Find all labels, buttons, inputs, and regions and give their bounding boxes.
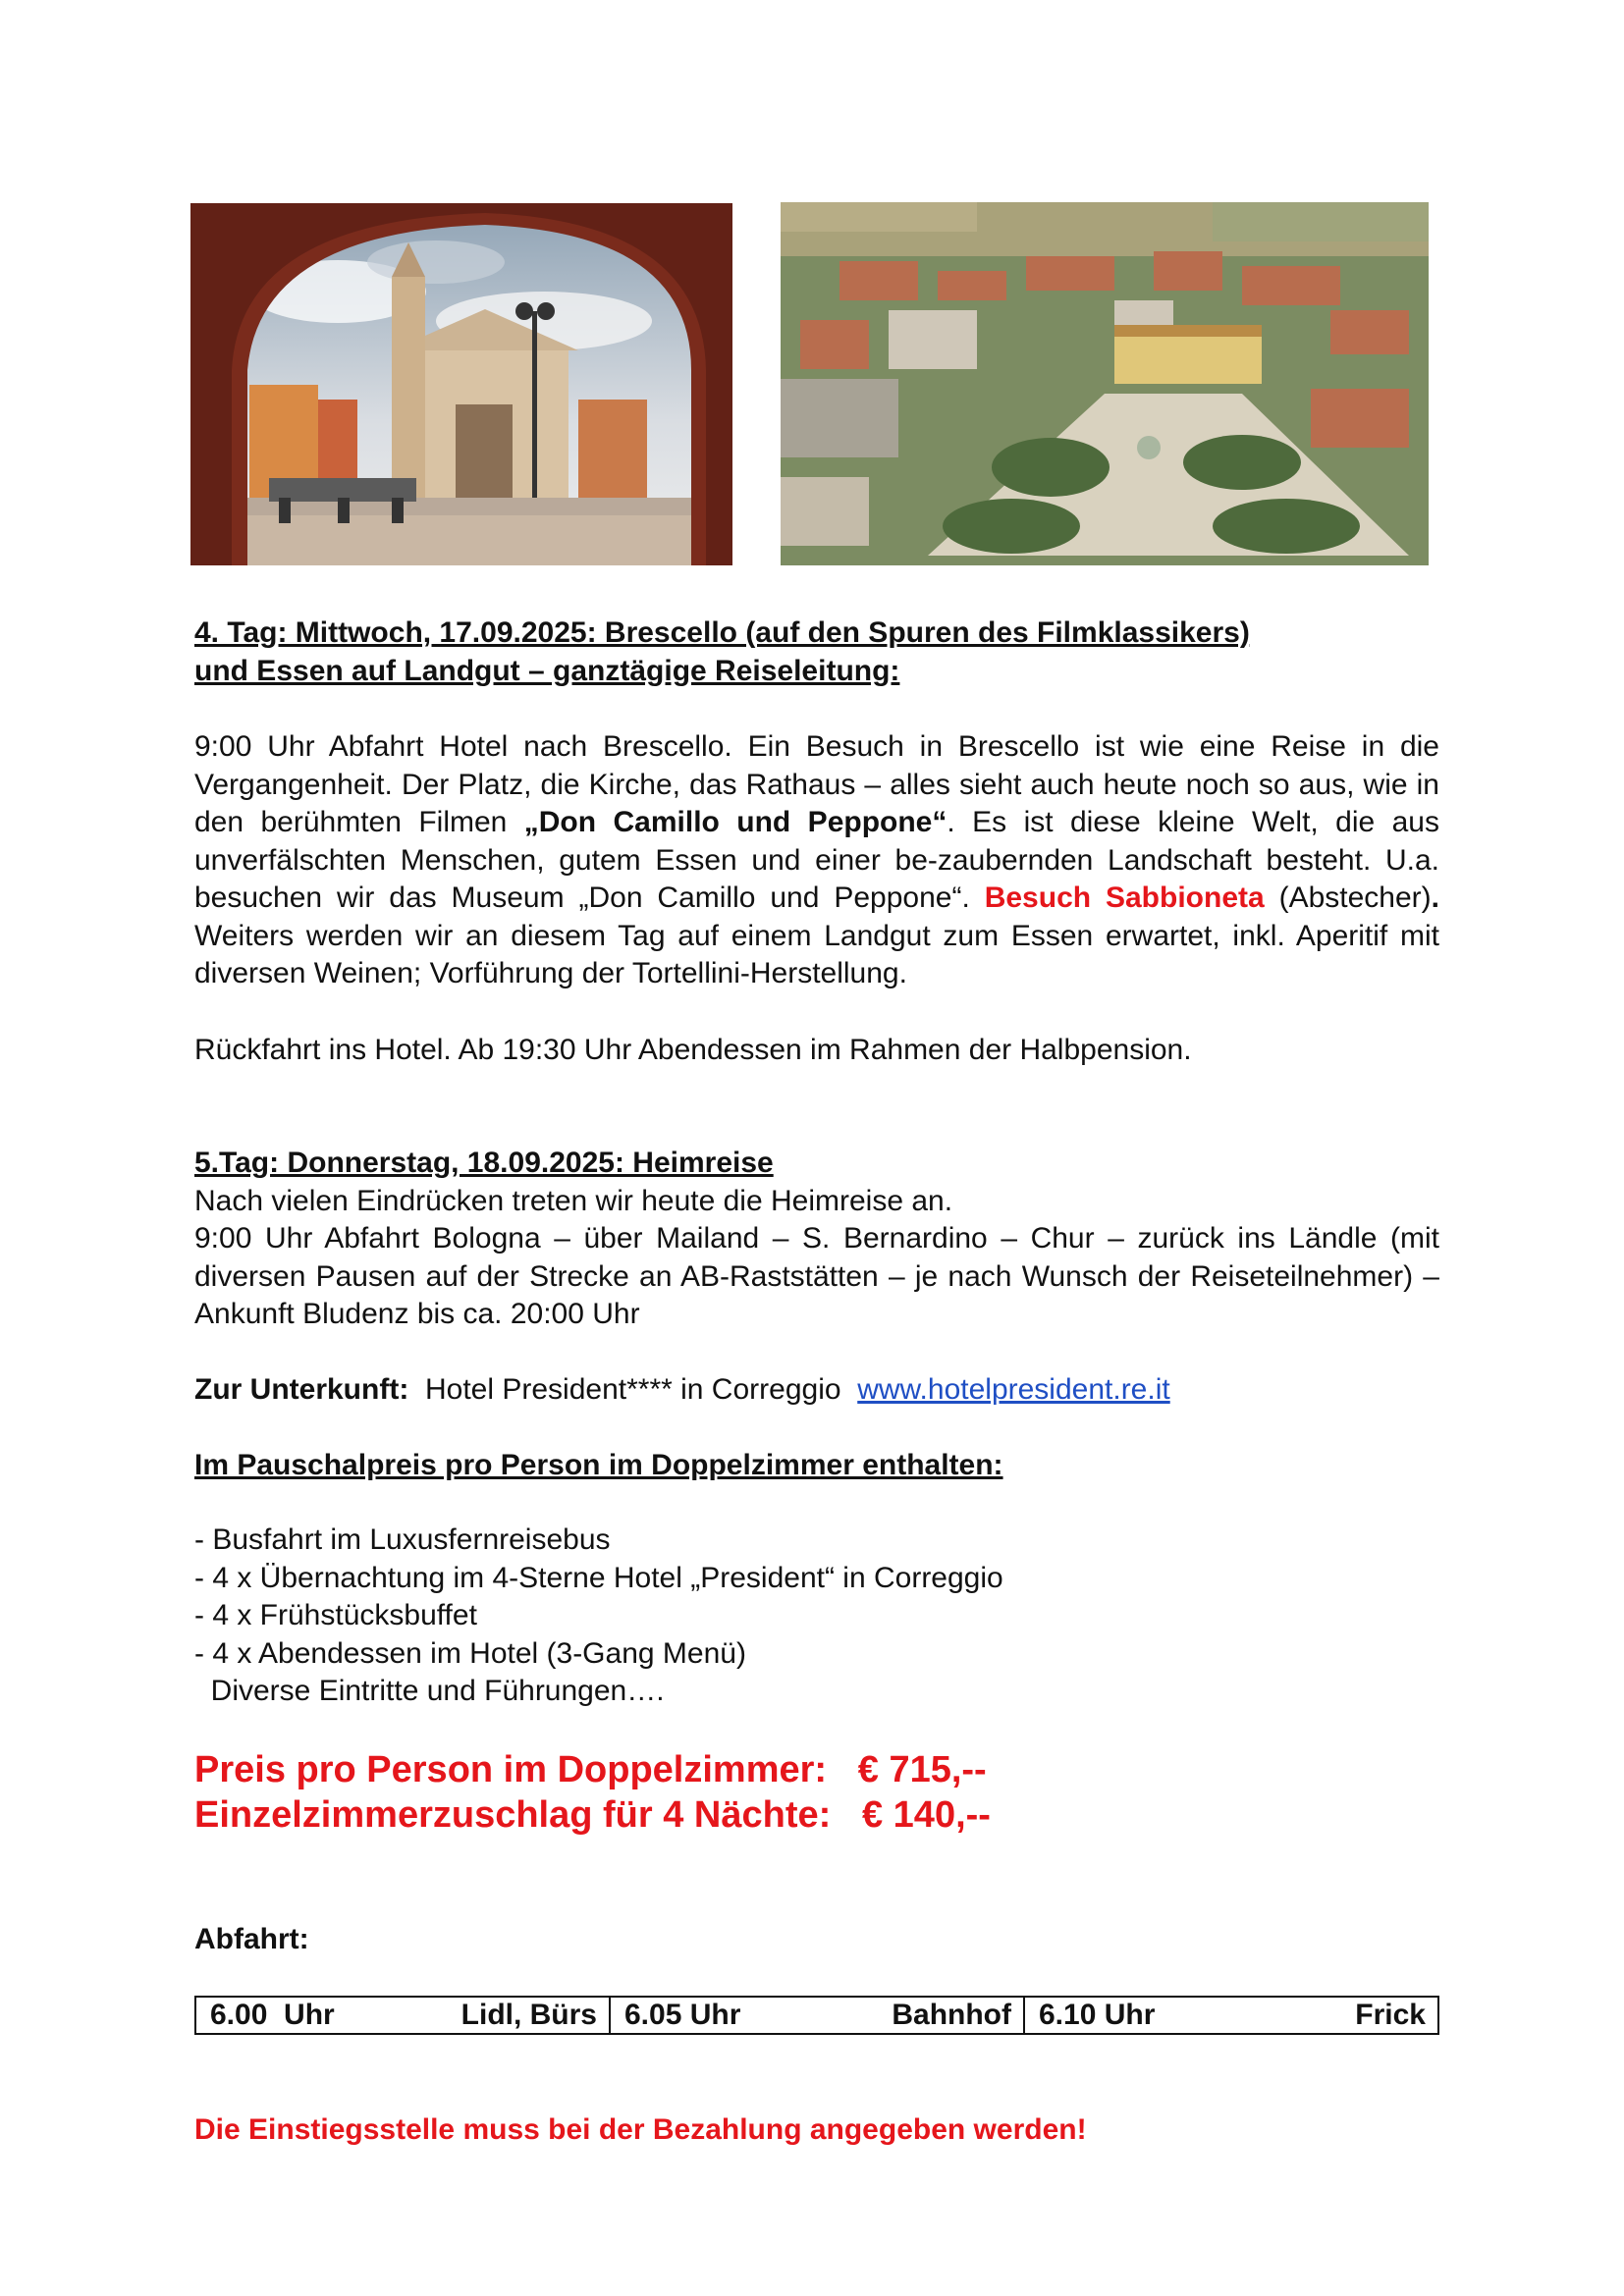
single-room-surcharge-label: Einzelzimmerzuschlag für 4 Nächte: [194,1794,832,1836]
day4-description [194,728,1439,993]
day4-return-text: Rückfahrt ins Hotel. Ab 19:30 Uhr Abendessen im Rahmen der Halbpension. [194,1034,1192,1066]
single-room-surcharge-line [194,1792,1439,1838]
departure-stop-frick [1023,1998,1437,2033]
hotel-website-link[interactable]: www.hotelpresident.re.it [857,1373,1170,1406]
double-room-price-line [194,1747,1439,1792]
departure-time: 6.10 Uhr [1039,1999,1156,2031]
departure-table [194,1996,1439,2035]
sabbioneta-highlight: Besuch Sabbioneta [984,881,1265,914]
list-item: Diverse Eintritte und Führungen…. [194,1675,665,1707]
list-item: - Busfahrt im Luxusfernreisebus [194,1523,611,1556]
brescello-square-photo [190,203,732,565]
day4-body-c-bold: . [1431,881,1439,914]
included-title-block [194,1447,1439,1485]
included-title: Im Pauschalpreis pro Person im Doppelzimmer enthalten: [194,1449,1003,1481]
list-item: - 4 x Abendessen im Hotel (3-Gang Menü) [194,1636,746,1670]
departure-place: Frick [1355,1999,1426,2031]
departure-stop-buers [196,1998,609,2033]
list-item: - 4 x Frühstücksbuffet [194,1599,477,1631]
day4-body-d: Weiters werden wir an diesem Tag auf einem Landgut zum Essen erwartet, inkl. Aperitif mit diversen Weinen; Vorführung der Tortellini-Herstellung. [194,919,1439,989]
double-room-price-value: € 715,-- [857,1749,987,1790]
lodging-label: Zur Unterkunft: [194,1373,409,1406]
departure-label: Abfahrt: [194,1923,309,1955]
day4-body-c: (Abstecher) [1264,881,1432,914]
price-block [194,1747,1439,1838]
day5-block [194,1145,1439,1334]
day5-intro: Nach vielen Eindrücken treten wir heute die Heimreise an. [194,1184,953,1217]
day4-return [194,1032,1439,1070]
departure-place: Bahnhof [892,1999,1011,2031]
day4-heading-block [194,614,1439,690]
day5-route: 9:00 Uhr Abfahrt Bologna – über Mailand – S. Bernardino – Chur – zurück ins Ländle (mit diversen Pausen auf der Strecke an AB-Raststätten – je nach Wunsch der Reiseteilnehmer) – Ankunft Bludenz bis ca. 20:00 Uhr [194,1222,1439,1330]
departure-stop-bahnhof [609,1998,1023,2033]
lodging-hotel: Hotel President**** in Correggio [424,1373,841,1406]
day4-body-b: . Es ist diese kleine Welt, die aus unverfälschten Menschen, gutem Essen und einer be-zaubernden Landschaft besteht. U.a. besuchen wir das Museum „Don Camillo und Peppone“. [194,806,1439,914]
single-room-surcharge-value: € 140,-- [861,1794,991,1836]
departure-place: Lidl, Bürs [460,1999,597,2031]
day4-body-a: 9:00 Uhr Abfahrt Hotel nach Brescello. Ein Besuch in Brescello ist wie eine Reise in die Vergangenheit. Der Platz, die Kirche, das Rathaus – alles sieht auch heute noch so aus, wie in den berühmten Filmen [194,730,1439,838]
day4-heading-line1: 4. Tag: Mittwoch, 17.09.2025: Brescello (auf den Spuren des Filmklassikers) [194,616,1250,649]
palace-gardens-aerial-photo [781,202,1429,565]
boarding-notice: Die Einstiegsstelle muss bei der Bezahlung angegeben werden! [194,2113,1087,2146]
day4-heading-line2: und Essen auf Landgut – ganztägige Reiseleitung: [194,654,900,687]
departure-time: 6.00 Uhr [210,1999,335,2031]
lodging-line [194,1371,1439,1410]
departure-time: 6.05 Uhr [624,1999,741,2031]
day5-heading: 5.Tag: Donnerstag, 18.09.2025: Heimreise [194,1147,774,1179]
film-title: „Don Camillo und Peppone“ [523,806,947,838]
double-room-price-label: Preis pro Person im Doppelzimmer: [194,1749,828,1790]
list-item: - 4 x Übernachtung im 4-Sterne Hotel „President“ in Correggio [194,1561,1003,1594]
included-list [194,1522,1439,1711]
